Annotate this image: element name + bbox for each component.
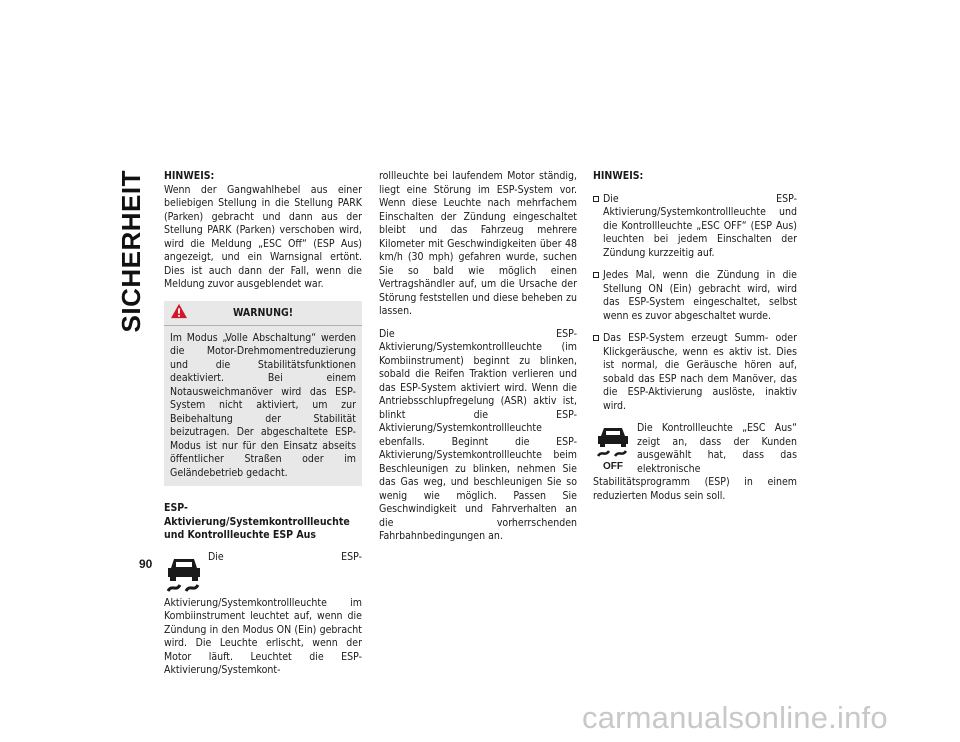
list-item-text: Jedes Mal, wenn die Zündung in die Stellung ON (Ein) gebracht wird, wird das ESP-System eingeschaltet, selbst wenn es zuvor abgeschaltet wurde.: [603, 269, 797, 322]
list-item-text: Das ESP-System erzeugt Summ- oder Klickgeräusche, wenn es aktiv ist. Dies ist normal, die Geräusche hören auf, sobald das ESP nach dem Manöver, das die ESP-Aktivierung auslöste, inaktiv wird.: [603, 332, 797, 412]
esp-off-text: Die Kontrollleuchte „ESC Aus“ zeigt an, dass der Kunden ausgewählt hat, dass das elektronische Stabilitätsprogramm (ESP) in einem reduzierten Modus sein soll.: [593, 422, 797, 502]
bullet-square-icon: [593, 272, 599, 278]
column-3: [593, 170, 797, 503]
warning-triangle-icon: [170, 303, 188, 319]
page-number: 90: [139, 557, 153, 571]
note-heading: HINWEIS:: [164, 170, 215, 182]
bullet-square-icon: [593, 335, 599, 341]
esp-fault-paragraph: rollleuchte bei laufendem Motor ständig, liegt eine Störung im ESP-System vor. Wenn diese Leuchte nach mehrfachem Einschalten der Zündung eingeschaltet bleibt und das Fahrzeug mehrere Kilometer mit Geschwindigkeiten über 48 km/h (30 mph) gefahren wurde, suchen Sie so bald wie möglich einen Vertragshändler auf, um die Ursache der Störung feststellen und diese beheben zu lassen.: [379, 170, 577, 317]
list-item: [593, 332, 797, 413]
esp-indicator-paragraph: [164, 551, 362, 678]
esp-off-paragraph: [593, 422, 797, 503]
section-heading: ESP-Aktivierung/Systemkontrollleuchte und Kontrollleuchte ESP Aus: [164, 502, 350, 541]
column-2: [379, 170, 577, 553]
warning-title: WARNUNG!: [232, 306, 294, 319]
esp-blink-paragraph: Die ESP-Aktivierung/Systemkontrollleuchte (im Kombiinstrument) beginnt zu blinken, sobald die Reifen Traktion verlieren und das ESP-System aktiviert wird. Wenn die Antriebsschlupfregelung (ASR) aktiv ist, blinkt die ESP-Aktivierung/Systemkontrollleuchte ebenfalls. Beginnt die ESP-Aktivierung/Systemkontrollleuchte beim Beschleunigen zu blinken, nehmen Sie das Gas weg, und beschleunigen Sie so wenig wie möglich. Passen Sie Geschwindigkeit und Fahrverhalten an die vorherrschenden Fahrbahnbedingungen an.: [379, 327, 577, 542]
note-text: Wenn der Gangwahlhebel aus einer beliebigen Stellung in die Stellung PARK (Parken) gebracht und dann aus der Stellung PARK (Parken) verschoben wird, wird die Meldung „ESC Off“ (ESP Aus) angezeigt, und ein Warnsignal ertönt. Dies ist auch dann der Fall, wenn die Meldung zuvor ausgeblendet war.: [164, 183, 362, 290]
list-item-text: Die ESP-Aktivierung/Systemkontrollleuchte und die Kontrollleuchte „ESC OFF“ (ESP Aus) leuchten bei jedem Einschalten der Zündung kurzzeitig auf.: [603, 192, 797, 259]
warning-box: [164, 301, 362, 487]
esp-indicator-text: Die ESP-Aktivierung/Systemkontrollleuchte im Kombiinstrument leuchtet auf, wenn die Zündung in den Modus ON (Ein) gebracht wird. Die Leuchte erlischt, wenn der Motor läuft. Leuchtet die ESP-Aktivierung/Systemkont-: [164, 550, 362, 676]
warning-header: [164, 301, 362, 326]
bullet-square-icon: [593, 196, 599, 202]
list-item: [593, 193, 797, 261]
esp-skid-car-icon: [164, 553, 204, 595]
list-item: [593, 269, 797, 323]
esp-off-icon: [593, 424, 633, 472]
note-heading: HINWEIS:: [593, 170, 644, 182]
note-bullet-list: [593, 193, 797, 414]
warning-text: Im Modus „Volle Abschaltung“ werden die Motor-Drehmomentreduzierung und die Stabilitätsfunktionen deaktiviert. Bei einem Notausweichmanöver wird das ESP-System nicht aktiviert, um zur Beibehaltung der Stabilität beizutragen. Der abgeschaltete ESP-Modus ist nur für den Einsatz abseits öffentlicher Straßen oder im Geländebetrieb gedacht.: [170, 331, 356, 479]
watermark-text: carmanualsonline.info: [582, 700, 888, 735]
section-side-title: SICHERHEIT: [116, 170, 146, 333]
esp-off-icon-label: OFF: [603, 461, 623, 472]
column-1: [164, 170, 362, 678]
